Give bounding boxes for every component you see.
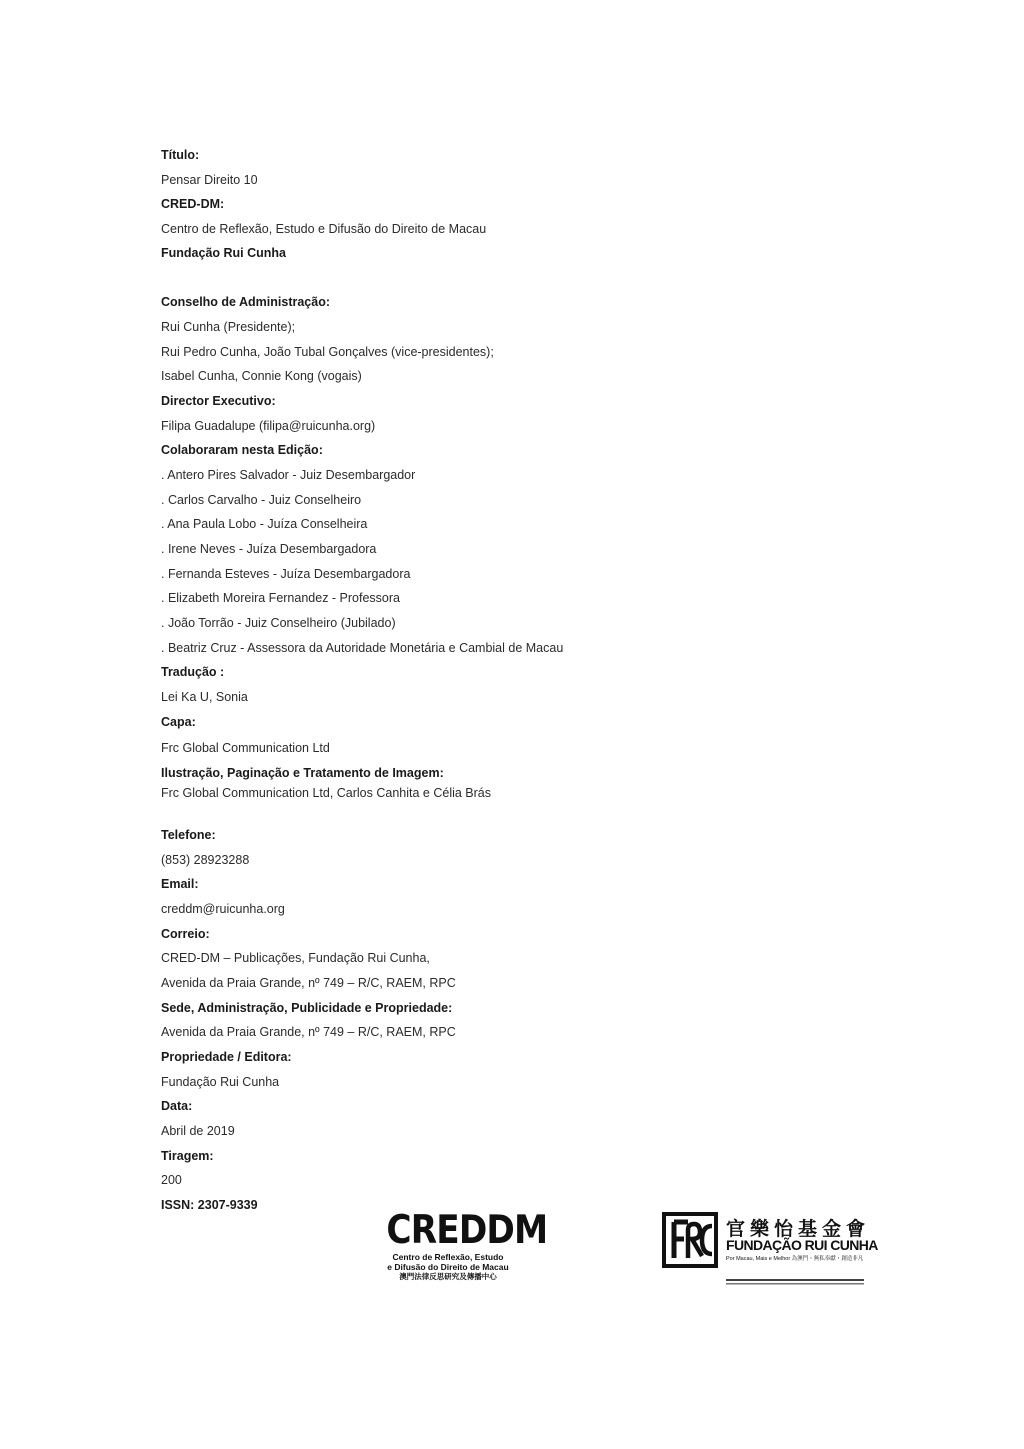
frc-logo (662, 1212, 878, 1292)
sede-label: Sede, Administração, Publicidade e Propriedade: (161, 1000, 453, 1015)
conselho-label: Conselho de Administração: (161, 295, 331, 309)
collaborator-item: . Beatriz Cruz - Assessora da Autoridade Monetária e Cambial de Macau (161, 640, 564, 655)
frc-chinese-name: 官樂怡基金會 (726, 1219, 871, 1240)
collaborator-item: . Antero Pires Salvador - Juiz Desembargador (161, 468, 416, 482)
frc-tagline: Por Macau, Mais e Melhor 為澳門・無私奉獻・創造非凡 (726, 1256, 864, 1262)
email-value: creddm@ruicunha.org (161, 902, 285, 916)
creddm-tagline: e Difusão do Direito de Macau (387, 1262, 509, 1272)
data-label: Data: (161, 1099, 193, 1113)
collaborator-item: . Fernanda Esteves - Juíza Desembargadora (161, 566, 411, 581)
email-label: Email: (161, 877, 199, 891)
issn: ISSN: 2307-9339 (161, 1198, 258, 1212)
correio-label: Correio: (161, 926, 210, 941)
correio-line: Avenida da Praia Grande, nº 749 – R/C, RAEM, RPC (161, 976, 456, 990)
traducao-value: Lei Ka U, Sonia (161, 690, 248, 704)
frc-mark-icon (662, 1212, 718, 1268)
creddm-wordmark: CREDDM (386, 1208, 548, 1253)
tiragem-label: Tiragem: (161, 1148, 214, 1163)
collaborator-item: . Carlos Carvalho - Juiz Conselheiro (161, 492, 362, 507)
ilustracao-label: Ilustração, Paginação e Tratamento de Imagem: (161, 765, 444, 780)
collaborator-item: . João Torrão - Juiz Conselheiro (Jubilado) (161, 616, 396, 630)
director-value: Filipa Guadalupe (filipa@ruicunha.org) (161, 418, 376, 433)
collaborator-item: . Irene Neves - Juíza Desembargadora (161, 542, 377, 556)
conselho-line: Rui Pedro Cunha, João Tubal Gonçalves (vice-presidentes); (161, 344, 494, 359)
collaborator-item: . Ana Paula Lobo - Juíza Conselheira (161, 517, 368, 531)
ilustracao-value: Frc Global Communication Ltd, Carlos Canhita e Célia Brás (161, 786, 491, 800)
creddm-logo (378, 1208, 548, 1294)
titulo-value: Pensar Direito 10 (161, 172, 258, 187)
creddm-chinese-name: 澳門法律反思研究及傳播中心 (399, 1272, 497, 1281)
telefone-label: Telefone: (161, 828, 216, 842)
collaborator-item: . Elizabeth Moreira Fernandez - Professora (161, 591, 400, 605)
creddm-label: CRED-DM: (161, 197, 225, 211)
director-label: Director Executivo: (161, 394, 276, 408)
capa-value: Frc Global Communication Ltd (161, 741, 330, 755)
propriedade-value: Fundação Rui Cunha (161, 1074, 280, 1089)
telefone-value: (853) 28923288 (161, 852, 250, 867)
correio-line: CRED-DM – Publicações, Fundação Rui Cunha, (161, 951, 430, 965)
traducao-label: Tradução : (161, 665, 225, 679)
titulo-label: Título: (161, 148, 200, 162)
frc-name: FUNDAÇÃO RUI CUNHA (726, 1237, 878, 1253)
fundacao-heading: Fundação Rui Cunha (161, 246, 286, 260)
data-value: Abril de 2019 (161, 1124, 235, 1138)
creddm-tagline: Centro de Reflexão, Estudo (392, 1252, 504, 1262)
frc-fine-print-icon (726, 1278, 864, 1286)
capa-label: Capa: (161, 714, 196, 729)
conselho-line: Rui Cunha (Presidente); (161, 320, 296, 334)
colaboraram-label: Colaboraram nesta Edição: (161, 443, 323, 457)
conselho-line: Isabel Cunha, Connie Kong (vogais) (161, 369, 362, 383)
propriedade-label: Propriedade / Editora: (161, 1050, 292, 1064)
sede-value: Avenida da Praia Grande, nº 749 – R/C, RAEM, RPC (161, 1025, 456, 1039)
creddm-value: Centro de Reflexão, Estudo e Difusão do Direito de Macau (161, 221, 487, 236)
tiragem-value: 200 (161, 1173, 182, 1187)
